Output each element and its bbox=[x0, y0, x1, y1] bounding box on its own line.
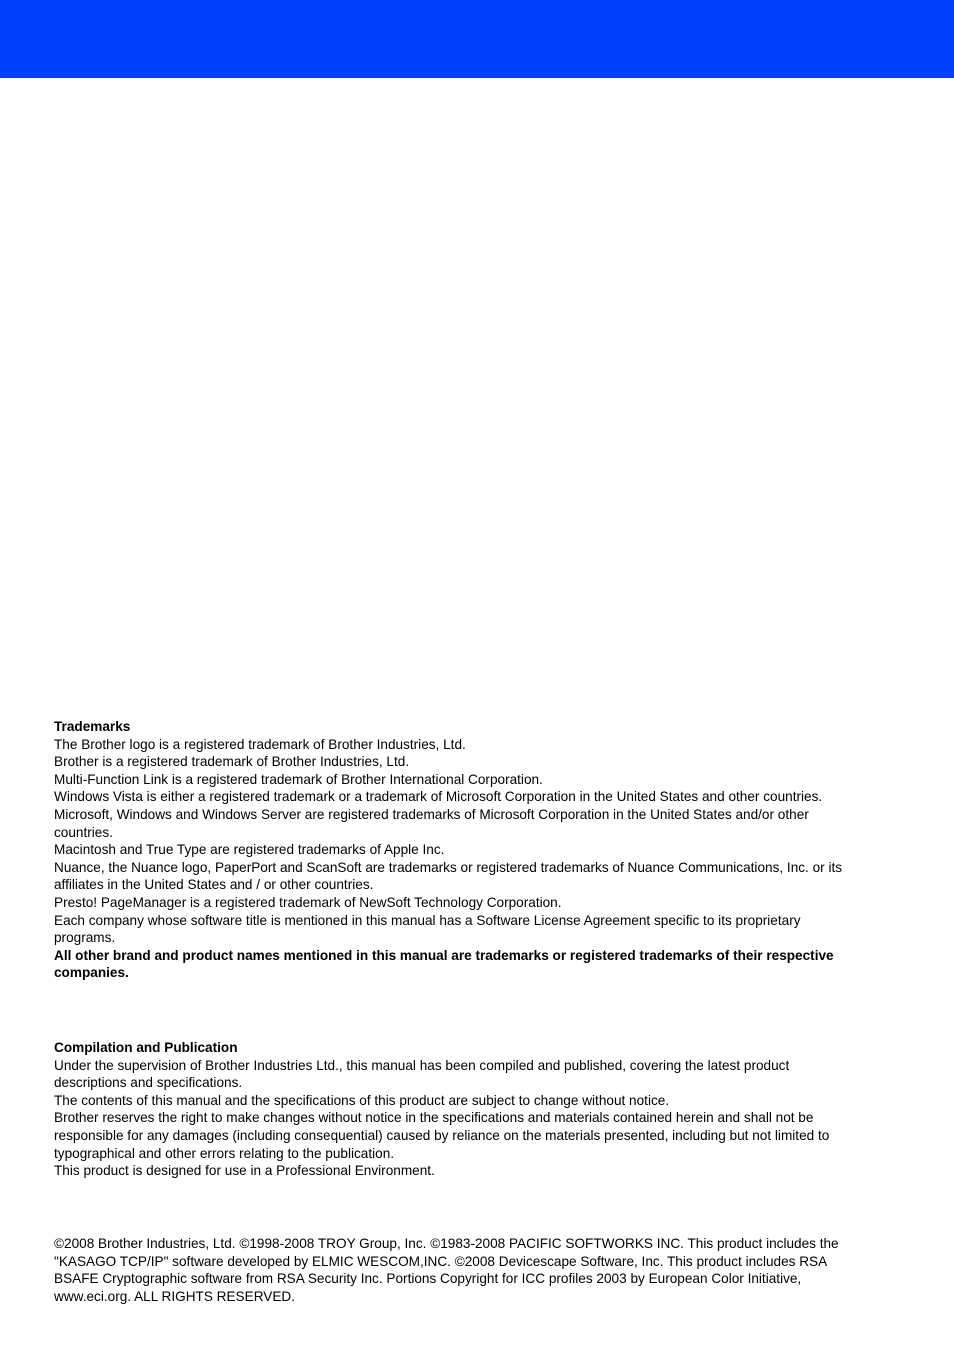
trademark-line: Multi-Function Link is a registered trademark of Brother International Corporation. bbox=[54, 771, 543, 787]
trademarks-section bbox=[54, 718, 854, 982]
trademark-line: The Brother logo is a registered trademark of Brother Industries, Ltd. bbox=[54, 736, 466, 752]
copyright-text: ©2008 Brother Industries, Ltd. ©1998-2008 TROY Group, Inc. ©1983-2008 PACIFIC SOFTWORKS INC. This product includes the "KASAGO TCP/IP" software developed by ELMIC WESCOM,INC. ©2008 Devicescape Software, Inc. This product includes RSA BSAFE Cryptographic software from RSA Security Inc. Portions Copyright for ICC profiles 2003 by European Color Initiative, www.eci.org. ALL RIGHTS RESERVED. bbox=[54, 1236, 839, 1304]
trademarks-bold-statement: All other brand and product names mentioned in this manual are trademarks or registered trademarks of their respective companies. bbox=[54, 947, 834, 981]
trademarks-heading: Trademarks bbox=[54, 719, 131, 734]
trademark-line: Brother is a registered trademark of Brother Industries, Ltd. bbox=[54, 754, 410, 770]
trademark-line: Macintosh and True Type are registered trademarks of Apple Inc. bbox=[54, 842, 445, 858]
trademark-line: Presto! PageManager is a registered trademark of NewSoft Technology Corporation. bbox=[54, 894, 562, 910]
compilation-heading: Compilation and Publication bbox=[54, 1040, 238, 1055]
trademark-line: Microsoft, Windows and Windows Server are registered trademarks of Microsoft Corporation in the United States and/or other countries. bbox=[54, 806, 809, 840]
copyright-section bbox=[54, 1235, 854, 1305]
compilation-line: Under the supervision of Brother Industries Ltd., this manual has been compiled and published, covering the latest product descriptions and specifications. bbox=[54, 1057, 790, 1091]
trademark-line: Nuance, the Nuance logo, PaperPort and ScanSoft are trademarks or registered trademarks of Nuance Communications, Inc. or its affiliates in the United States and / or other countries. bbox=[54, 859, 843, 893]
compilation-line: This product is designed for use in a Professional Environment. bbox=[54, 1163, 435, 1179]
top-blue-banner bbox=[0, 0, 954, 78]
trademark-line: Windows Vista is either a registered trademark or a trademark of Microsoft Corporation in the United States and other countries. bbox=[54, 789, 823, 805]
compilation-section bbox=[54, 1039, 854, 1180]
compilation-line: Brother reserves the right to make changes without notice in the specifications and materials contained herein and shall not be responsible for any damages (including consequential) caused by reliance on the materials presented, including but not limited to typographical and other errors relating to the publication. bbox=[54, 1110, 830, 1161]
compilation-line: The contents of this manual and the specifications of this product are subject to change without notice. bbox=[54, 1092, 670, 1108]
trademark-line: Each company whose software title is mentioned in this manual has a Software License Agreement specific to its proprietary programs. bbox=[54, 912, 801, 946]
